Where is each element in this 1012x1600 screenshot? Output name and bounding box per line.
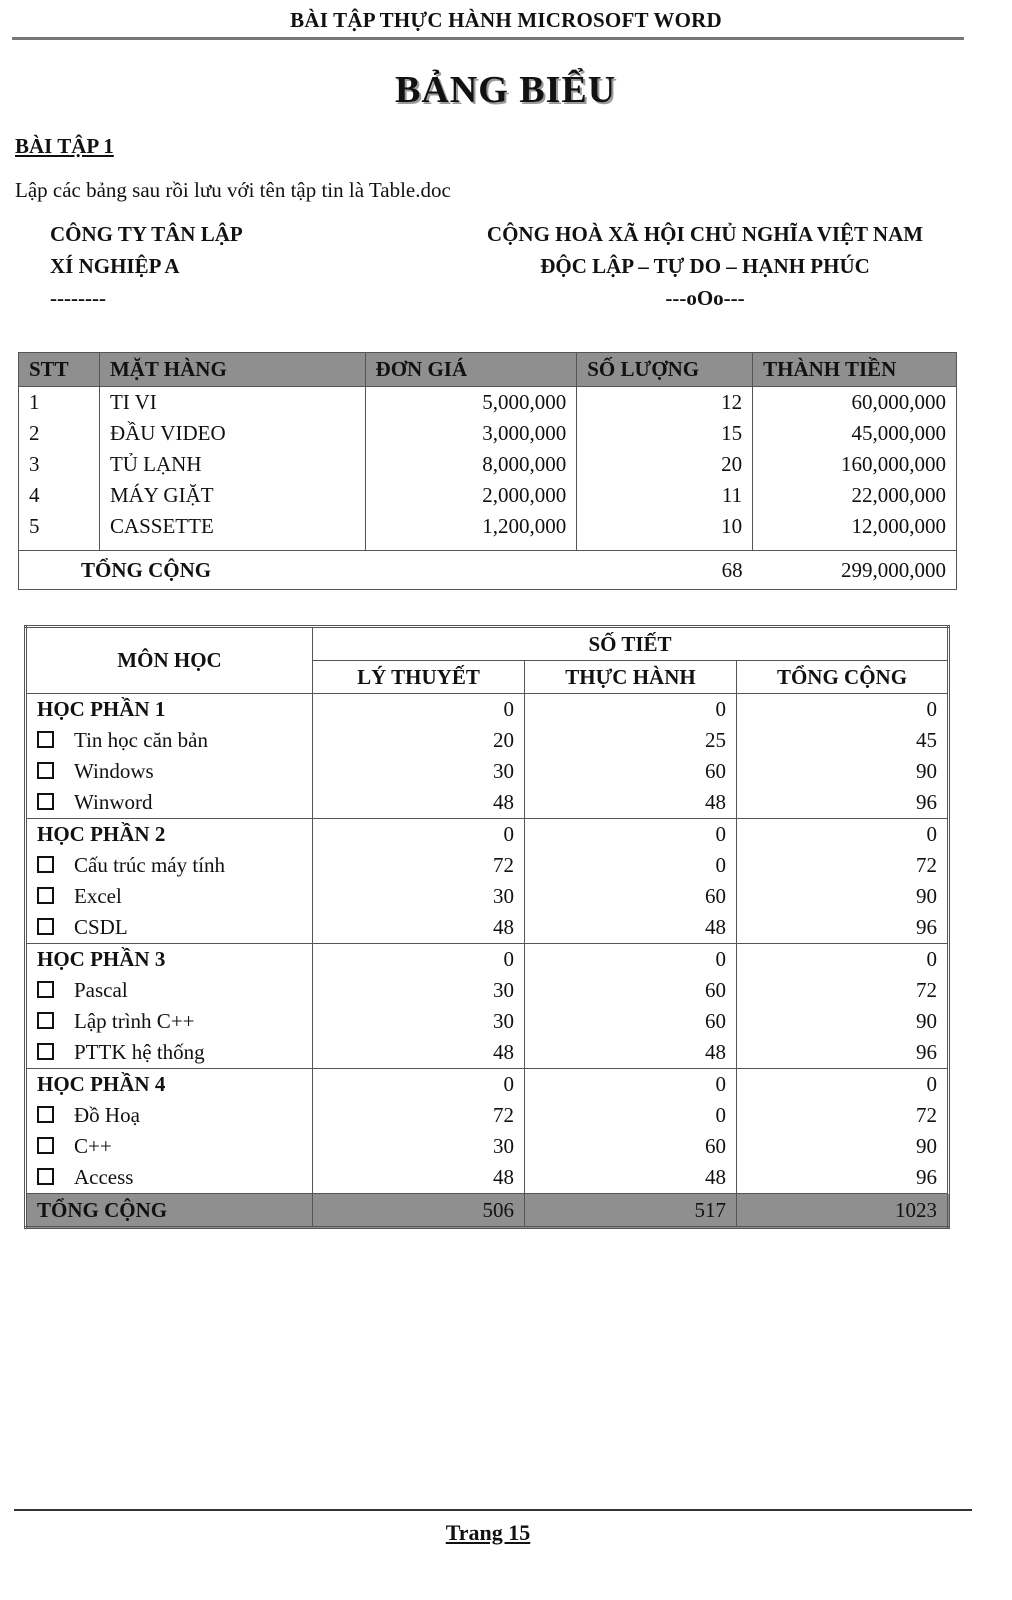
sales-total-amount: 299,000,000 — [753, 551, 957, 590]
table-row — [19, 387, 957, 419]
hours-cell: 72 — [737, 1100, 949, 1131]
hours-cell: 0 — [737, 819, 949, 851]
checkbox-icon — [37, 856, 54, 873]
quantity-cell: 11 — [577, 480, 753, 511]
hours-cell: 60 — [525, 881, 737, 912]
course-item-cell — [26, 725, 313, 756]
course-item-name: Lập trình C++ — [74, 1009, 195, 1033]
course-item-cell — [26, 912, 313, 944]
hours-cell: 90 — [737, 1006, 949, 1037]
course-hours-table — [24, 625, 950, 1229]
course-grand-total-row — [26, 1194, 949, 1228]
course-item-row — [26, 912, 949, 944]
course-item-name: Đồ Hoạ — [74, 1103, 140, 1127]
unit-price-cell: 1,200,000 — [365, 511, 577, 551]
course-group-label: HỌC PHẦN 3 — [26, 944, 313, 976]
hours-cell: 0 — [525, 850, 737, 881]
checkbox-icon — [37, 762, 54, 779]
col-practice: THỰC HÀNH — [525, 661, 737, 694]
course-item-row — [26, 725, 949, 756]
letterhead-right-divider: ---oOo--- — [665, 286, 745, 310]
hours-cell: 30 — [313, 756, 525, 787]
amount-cell: 160,000,000 — [753, 449, 957, 480]
col-item: MẶT HÀNG — [99, 353, 365, 387]
national-title: CỘNG HOÀ XÃ HỘI CHỦ NGHĨA VIỆT NAM — [486, 222, 924, 246]
col-total: TỔNG CỘNG — [737, 661, 949, 694]
course-item-name: C++ — [74, 1134, 112, 1158]
course-group-row — [26, 944, 949, 976]
checkbox-icon — [37, 1043, 54, 1060]
course-item-row — [26, 881, 949, 912]
course-item-row — [26, 850, 949, 881]
course-item-cell — [26, 1006, 313, 1037]
unit-price-cell: 5,000,000 — [365, 387, 577, 419]
hours-cell: 72 — [737, 850, 949, 881]
unit-price-cell: 2,000,000 — [365, 480, 577, 511]
instruction-text: Lập các bảng sau rồi lưu với tên tập tin là Table.doc — [15, 178, 451, 202]
hours-cell: 0 — [525, 819, 737, 851]
course-item-cell — [26, 787, 313, 819]
sales-total-label: TỔNG CỘNG — [19, 551, 577, 590]
course-item-cell — [26, 756, 313, 787]
header-rule — [12, 37, 964, 40]
amount-cell: 12,000,000 — [753, 511, 957, 551]
hours-cell: 30 — [313, 975, 525, 1006]
course-item-row — [26, 1100, 949, 1131]
hours-cell: 72 — [313, 850, 525, 881]
course-item-row — [26, 756, 949, 787]
hours-cell: 60 — [525, 975, 737, 1006]
hours-cell: 0 — [737, 694, 949, 726]
item-cell: ĐẦU VIDEO — [99, 418, 365, 449]
course-item-name: CSDL — [74, 915, 128, 939]
course-item-cell — [26, 1162, 313, 1194]
hours-cell: 0 — [525, 1100, 737, 1131]
course-item-cell — [26, 1131, 313, 1162]
course-item-name: Windows — [74, 759, 154, 783]
hours-cell: 72 — [737, 975, 949, 1006]
col-amount: THÀNH TIỀN — [753, 353, 957, 387]
course-item-name: Tin học căn bản — [74, 728, 208, 752]
hours-cell: 0 — [313, 944, 525, 976]
item-cell: TI VI — [99, 387, 365, 419]
stt-cell: 5 — [19, 511, 100, 551]
quantity-cell: 15 — [577, 418, 753, 449]
table-row — [19, 480, 957, 511]
course-group-row — [26, 819, 949, 851]
course-group-label: HỌC PHẦN 4 — [26, 1069, 313, 1101]
col-group-hours: SỐ TIẾT — [313, 627, 949, 661]
hours-cell: 48 — [525, 912, 737, 944]
checkbox-icon — [37, 1137, 54, 1154]
grand-total-label: TỔNG CỘNG — [26, 1194, 313, 1228]
letterhead-right — [440, 218, 970, 314]
course-group-row — [26, 694, 949, 726]
stt-cell: 4 — [19, 480, 100, 511]
national-motto: ĐỘC LẬP – TỰ DO – HẠNH PHÚC — [540, 254, 870, 278]
checkbox-icon — [37, 918, 54, 935]
checkbox-icon — [37, 981, 54, 998]
course-item-cell — [26, 1100, 313, 1131]
hours-cell: 48 — [313, 1037, 525, 1069]
hours-cell: 60 — [525, 756, 737, 787]
course-item-row — [26, 1006, 949, 1037]
grand-total-cell: 517 — [525, 1194, 737, 1228]
course-item-row — [26, 1162, 949, 1194]
hours-cell: 96 — [737, 1162, 949, 1194]
letterhead-left — [50, 218, 350, 314]
hours-cell: 48 — [525, 787, 737, 819]
hours-cell: 25 — [525, 725, 737, 756]
hours-cell: 30 — [313, 1006, 525, 1037]
hours-cell: 20 — [313, 725, 525, 756]
hours-cell: 48 — [525, 1037, 737, 1069]
hours-cell: 72 — [313, 1100, 525, 1131]
grand-total-cell: 506 — [313, 1194, 525, 1228]
checkbox-icon — [37, 887, 54, 904]
hours-cell: 96 — [737, 1037, 949, 1069]
hours-cell: 90 — [737, 881, 949, 912]
course-group-label: HỌC PHẦN 2 — [26, 819, 313, 851]
course-item-cell — [26, 850, 313, 881]
hours-cell: 0 — [525, 694, 737, 726]
course-item-name: PTTK hệ thống — [74, 1040, 205, 1064]
hours-cell: 96 — [737, 912, 949, 944]
checkbox-icon — [37, 731, 54, 748]
sales-total-quantity: 68 — [577, 551, 753, 590]
course-item-cell — [26, 975, 313, 1006]
course-item-row — [26, 975, 949, 1006]
table-row — [19, 418, 957, 449]
course-group-row — [26, 1069, 949, 1101]
quantity-cell: 10 — [577, 511, 753, 551]
letterhead-left-divider: -------- — [50, 286, 106, 310]
hours-cell: 30 — [313, 881, 525, 912]
checkbox-icon — [37, 793, 54, 810]
quantity-cell: 20 — [577, 449, 753, 480]
course-group-label: HỌC PHẦN 1 — [26, 694, 313, 726]
hours-cell: 0 — [525, 944, 737, 976]
quantity-cell: 12 — [577, 387, 753, 419]
course-table-header-row-1 — [26, 627, 949, 661]
page-header: BÀI TẬP THỰC HÀNH MICROSOFT WORD — [290, 8, 722, 32]
page-title: BẢNG BIỂU — [395, 69, 617, 111]
hours-cell: 0 — [313, 694, 525, 726]
hours-cell: 48 — [525, 1162, 737, 1194]
amount-cell: 60,000,000 — [753, 387, 957, 419]
hours-cell: 0 — [313, 1069, 525, 1101]
page-number: Trang 15 — [445, 1520, 531, 1545]
course-item-cell — [26, 1037, 313, 1069]
footer-rule — [14, 1509, 972, 1511]
course-item-cell — [26, 881, 313, 912]
col-stt: STT — [19, 353, 100, 387]
course-item-name: Winword — [74, 790, 153, 814]
hours-cell: 60 — [525, 1131, 737, 1162]
col-subject: MÔN HỌC — [26, 627, 313, 694]
checkbox-icon — [37, 1012, 54, 1029]
hours-cell: 90 — [737, 1131, 949, 1162]
hours-cell: 90 — [737, 756, 949, 787]
hours-cell: 30 — [313, 1131, 525, 1162]
item-cell: CASSETTE — [99, 511, 365, 551]
col-unit-price: ĐƠN GIÁ — [365, 353, 577, 387]
col-theory: LÝ THUYẾT — [313, 661, 525, 694]
exercise-heading: BÀI TẬP 1 — [15, 134, 114, 158]
company-name: CÔNG TY TÂN LẬP — [50, 222, 243, 246]
col-quantity: SỐ LƯỢNG — [577, 353, 753, 387]
amount-cell: 45,000,000 — [753, 418, 957, 449]
table-row — [19, 449, 957, 480]
hours-cell: 48 — [313, 912, 525, 944]
hours-cell: 0 — [313, 819, 525, 851]
grand-total-cell: 1023 — [737, 1194, 949, 1228]
checkbox-icon — [37, 1106, 54, 1123]
hours-cell: 45 — [737, 725, 949, 756]
stt-cell: 1 — [19, 387, 100, 419]
course-item-name: Excel — [74, 884, 122, 908]
amount-cell: 22,000,000 — [753, 480, 957, 511]
stt-cell: 2 — [19, 418, 100, 449]
hours-cell: 0 — [737, 944, 949, 976]
item-cell: MÁY GIẶT — [99, 480, 365, 511]
hours-cell: 0 — [737, 1069, 949, 1101]
course-item-name: Pascal — [74, 978, 128, 1002]
hours-cell: 0 — [525, 1069, 737, 1101]
sales-table-header-row — [19, 353, 957, 387]
item-cell: TỦ LẠNH — [99, 449, 365, 480]
unit-price-cell: 8,000,000 — [365, 449, 577, 480]
division-name: XÍ NGHIỆP A — [50, 254, 180, 278]
course-item-row — [26, 1131, 949, 1162]
hours-cell: 48 — [313, 1162, 525, 1194]
course-item-row — [26, 787, 949, 819]
course-item-row — [26, 1037, 949, 1069]
sales-total-row — [19, 551, 957, 590]
course-item-name: Cấu trúc máy tính — [74, 853, 226, 877]
sales-table — [18, 352, 957, 590]
hours-cell: 96 — [737, 787, 949, 819]
hours-cell: 60 — [525, 1006, 737, 1037]
stt-cell: 3 — [19, 449, 100, 480]
table-row — [19, 511, 957, 551]
course-item-name: Access — [74, 1165, 134, 1189]
checkbox-icon — [37, 1168, 54, 1185]
hours-cell: 48 — [313, 787, 525, 819]
unit-price-cell: 3,000,000 — [365, 418, 577, 449]
